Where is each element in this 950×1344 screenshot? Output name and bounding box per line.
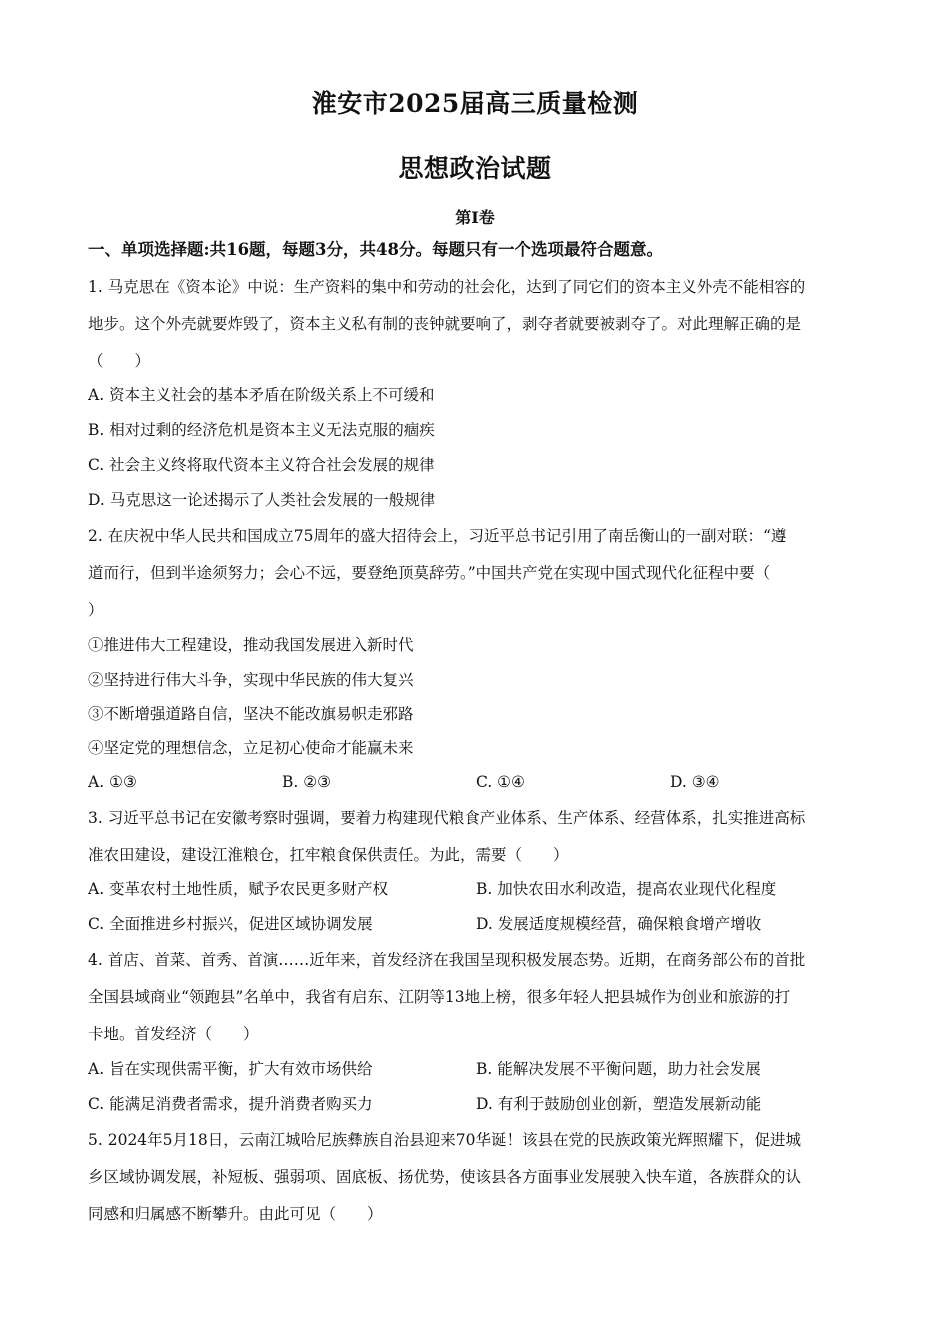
q1-stem-line: 地步。这个外壳就要炸毁了，资本主义私有制的丧钟就要响了，剥夺者就要被剥夺了。对此理解正确的是 xyxy=(88,315,802,333)
q3-option-a: A. 变革农村土地性质，赋予农民更多财产权 xyxy=(88,880,389,898)
q4-stem-line: 卡地。首发经济（ ） xyxy=(88,1025,259,1043)
q2-stem-line: ） xyxy=(88,601,104,619)
q2-stem-line: 道而行，但到半途须努力；会心不远，要登绝顶莫辞劳。”中国共产党在实现中国式现代化征程中要（ xyxy=(88,564,771,582)
q2-option-d: D. ③④ xyxy=(670,773,720,791)
q1-option-d: D. 马克思这一论述揭示了人类社会发展的一般规律 xyxy=(88,491,436,509)
q3-stem-line: 3. 习近平总书记在安徽考察时强调，要着力构建现代粮食产业体系、生产体系、经营体系，扎实推进高标 xyxy=(88,809,806,827)
q4-stem-line: 全国县域商业“领跑县”名单中，我省有启东、江阴等13地上榜，很多年轻人把县城作为创业和旅游的打 xyxy=(88,988,791,1006)
subject-title: 思想政治试题 xyxy=(398,154,552,183)
q2-item: ③不断增强道路自信，坚决不能改旗易帜走邪路 xyxy=(88,705,414,723)
q3-stem-line: 准农田建设，建设江淮粮仓，扛牢粮食保供责任。为此，需要（ ） xyxy=(88,846,569,864)
q2-option-b: B. ②③ xyxy=(282,773,332,791)
exam-title: 淮安市2025届高三质量检测 xyxy=(311,89,639,118)
q4-option-a: A. 旨在实现供需平衡，扩大有效市场供给 xyxy=(88,1060,373,1078)
q4-option-d: D. 有利于鼓励创业创新，塑造发展新动能 xyxy=(476,1095,762,1113)
q1-option-b: B. 相对过剩的经济危机是资本主义无法克服的痼疾 xyxy=(88,421,435,439)
volume-label: 第I卷 xyxy=(455,208,495,227)
q5-stem-line: 5. 2024年5月18日，云南江城哈尼族彝族自治县迎来70华诞！该县在党的民族政策光辉照耀下，促进城 xyxy=(88,1131,801,1149)
q4-stem-line: 4. 首店、首菜、首秀、首演……近年来，首发经济在我国呈现积极发展态势。近期，在商务部公布的首批 xyxy=(88,951,806,969)
q5-stem-line: 同感和归属感不断攀升。由此可见（ ） xyxy=(88,1205,383,1223)
q1-stem-line: 1. 马克思在《资本论》中说：生产资料的集中和劳动的社会化，达到了同它们的资本主义外壳不能相容的 xyxy=(88,278,806,296)
section-heading: 一、单项选择题:共16题，每题3分，共48分。每题只有一个选项最符合题意。 xyxy=(88,240,663,259)
q2-stem-line: 2. 在庆祝中华人民共和国成立75周年的盛大招待会上，习近平总书记引用了南岳衡山的一副对联：“遵 xyxy=(88,527,787,545)
q5-stem-line: 乡区域协调发展，补短板、强弱项、固底板、扬优势，使该县各方面事业发展驶入快车道，各族群众的认 xyxy=(88,1168,802,1186)
q2-item: ④坚定党的理想信念，立足初心使命才能赢未来 xyxy=(88,739,414,757)
q3-option-b: B. 加快农田水利改造，提高农业现代化程度 xyxy=(476,880,777,898)
q1-stem-line: （ ） xyxy=(88,352,151,370)
q2-option-c: C. ①④ xyxy=(476,773,525,791)
q4-option-c: C. 能满足消费者需求，提升消费者购买力 xyxy=(88,1095,373,1113)
q3-option-d: D. 发展适度规模经营，确保粮食增产增收 xyxy=(476,915,762,933)
q2-item: ②坚持进行伟大斗争，实现中华民族的伟大复兴 xyxy=(88,671,414,689)
q1-option-a: A. 资本主义社会的基本矛盾在阶级关系上不可缓和 xyxy=(88,386,435,404)
q2-item: ①推进伟大工程建设，推动我国发展进入新时代 xyxy=(88,636,414,654)
q4-option-b: B. 能解决发展不平衡问题，助力社会发展 xyxy=(476,1060,761,1078)
q3-option-c: C. 全面推进乡村振兴，促进区域协调发展 xyxy=(88,915,373,933)
q1-option-c: C. 社会主义终将取代资本主义符合社会发展的规律 xyxy=(88,456,435,474)
q2-option-a: A. ①③ xyxy=(88,773,137,791)
